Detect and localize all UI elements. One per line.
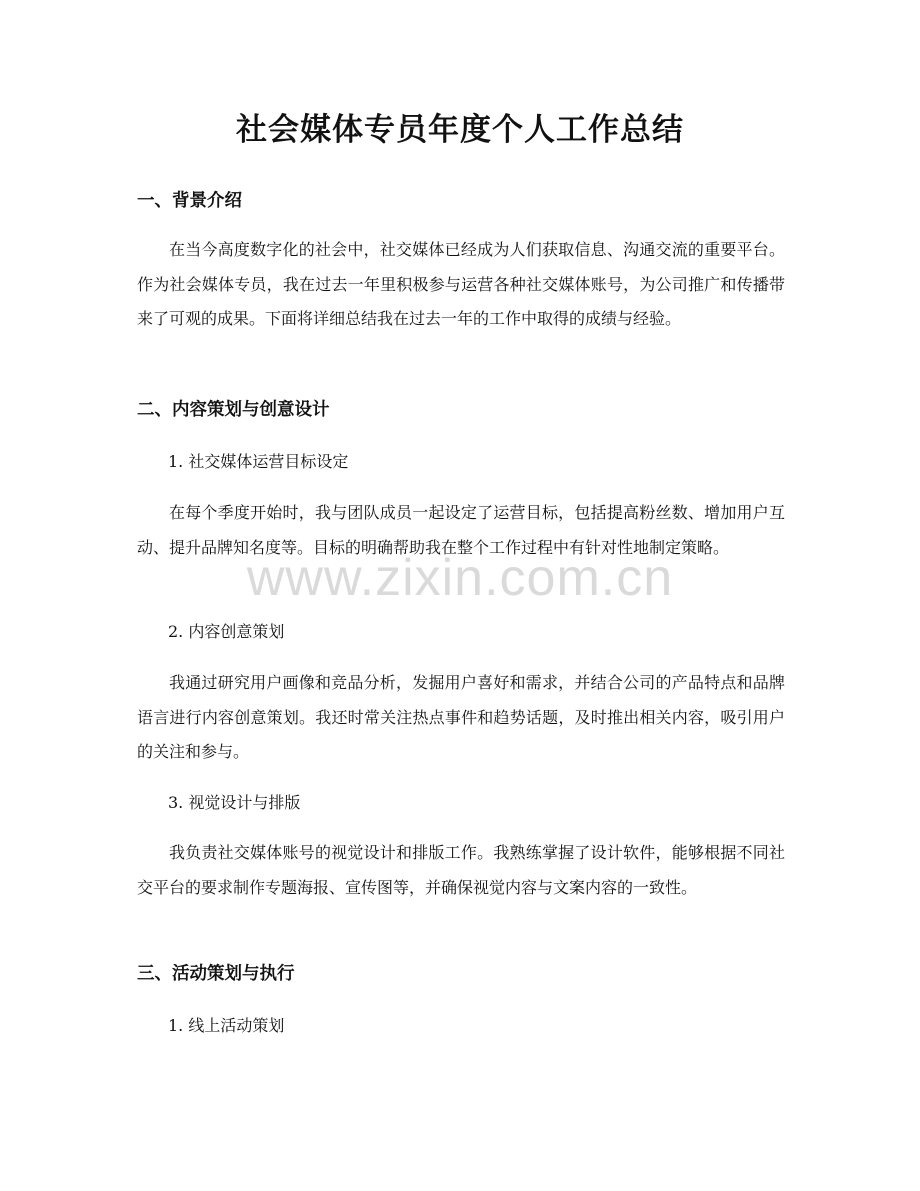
paragraph-background: 在当今高度数字化的社会中，社交媒体已经成为人们获取信息、沟通交流的重要平台。作为社会媒体专员，我在过去一年里积极参与运营各种社交媒体账号，为公司推广和传播带来了可观的成果。下面将详细总结我在过去一年的工作中取得的成绩与经验。 (137, 240, 785, 328)
subheading-online-events: 1. 线上活动策划 (168, 1016, 285, 1035)
document-title: 社会媒体专员年度个人工作总结 (236, 112, 684, 148)
paragraph-goal-setting: 在每个季度开始时，我与团队成员一起设定了运营目标，包括提高粉丝数、增加用户互动、提升品牌知名度等。目标的明确帮助我在整个工作过程中有针对性地制定策略。 (137, 503, 785, 557)
paragraph-content-creative: 我通过研究用户画像和竞品分析，发掘用户喜好和需求，并结合公司的产品特点和品牌语言进行内容创意策划。我还时常关注热点事件和趋势话题，及时推出相关内容，吸引用户的关注和参与。 (137, 673, 785, 761)
paragraph-visual-design: 我负责社交媒体账号的视觉设计和排版工作。我熟练掌握了设计软件，能够根据不同社交平台的要求制作专题海报、宣传图等，并确保视觉内容与文案内容的一致性。 (137, 843, 785, 897)
section-heading-content-planning: 二、内容策划与创意设计 (137, 400, 330, 420)
section-heading-event-planning: 三、活动策划与执行 (137, 964, 295, 984)
watermark: www.zixin.com.cn (246, 549, 674, 607)
subheading-visual-design: 3. 视觉设计与排版 (168, 793, 301, 812)
section-heading-background: 一、背景介绍 (137, 191, 242, 211)
subheading-goal-setting: 1. 社交媒体运营目标设定 (168, 452, 349, 471)
subheading-content-creative: 2. 内容创意策划 (168, 622, 285, 641)
